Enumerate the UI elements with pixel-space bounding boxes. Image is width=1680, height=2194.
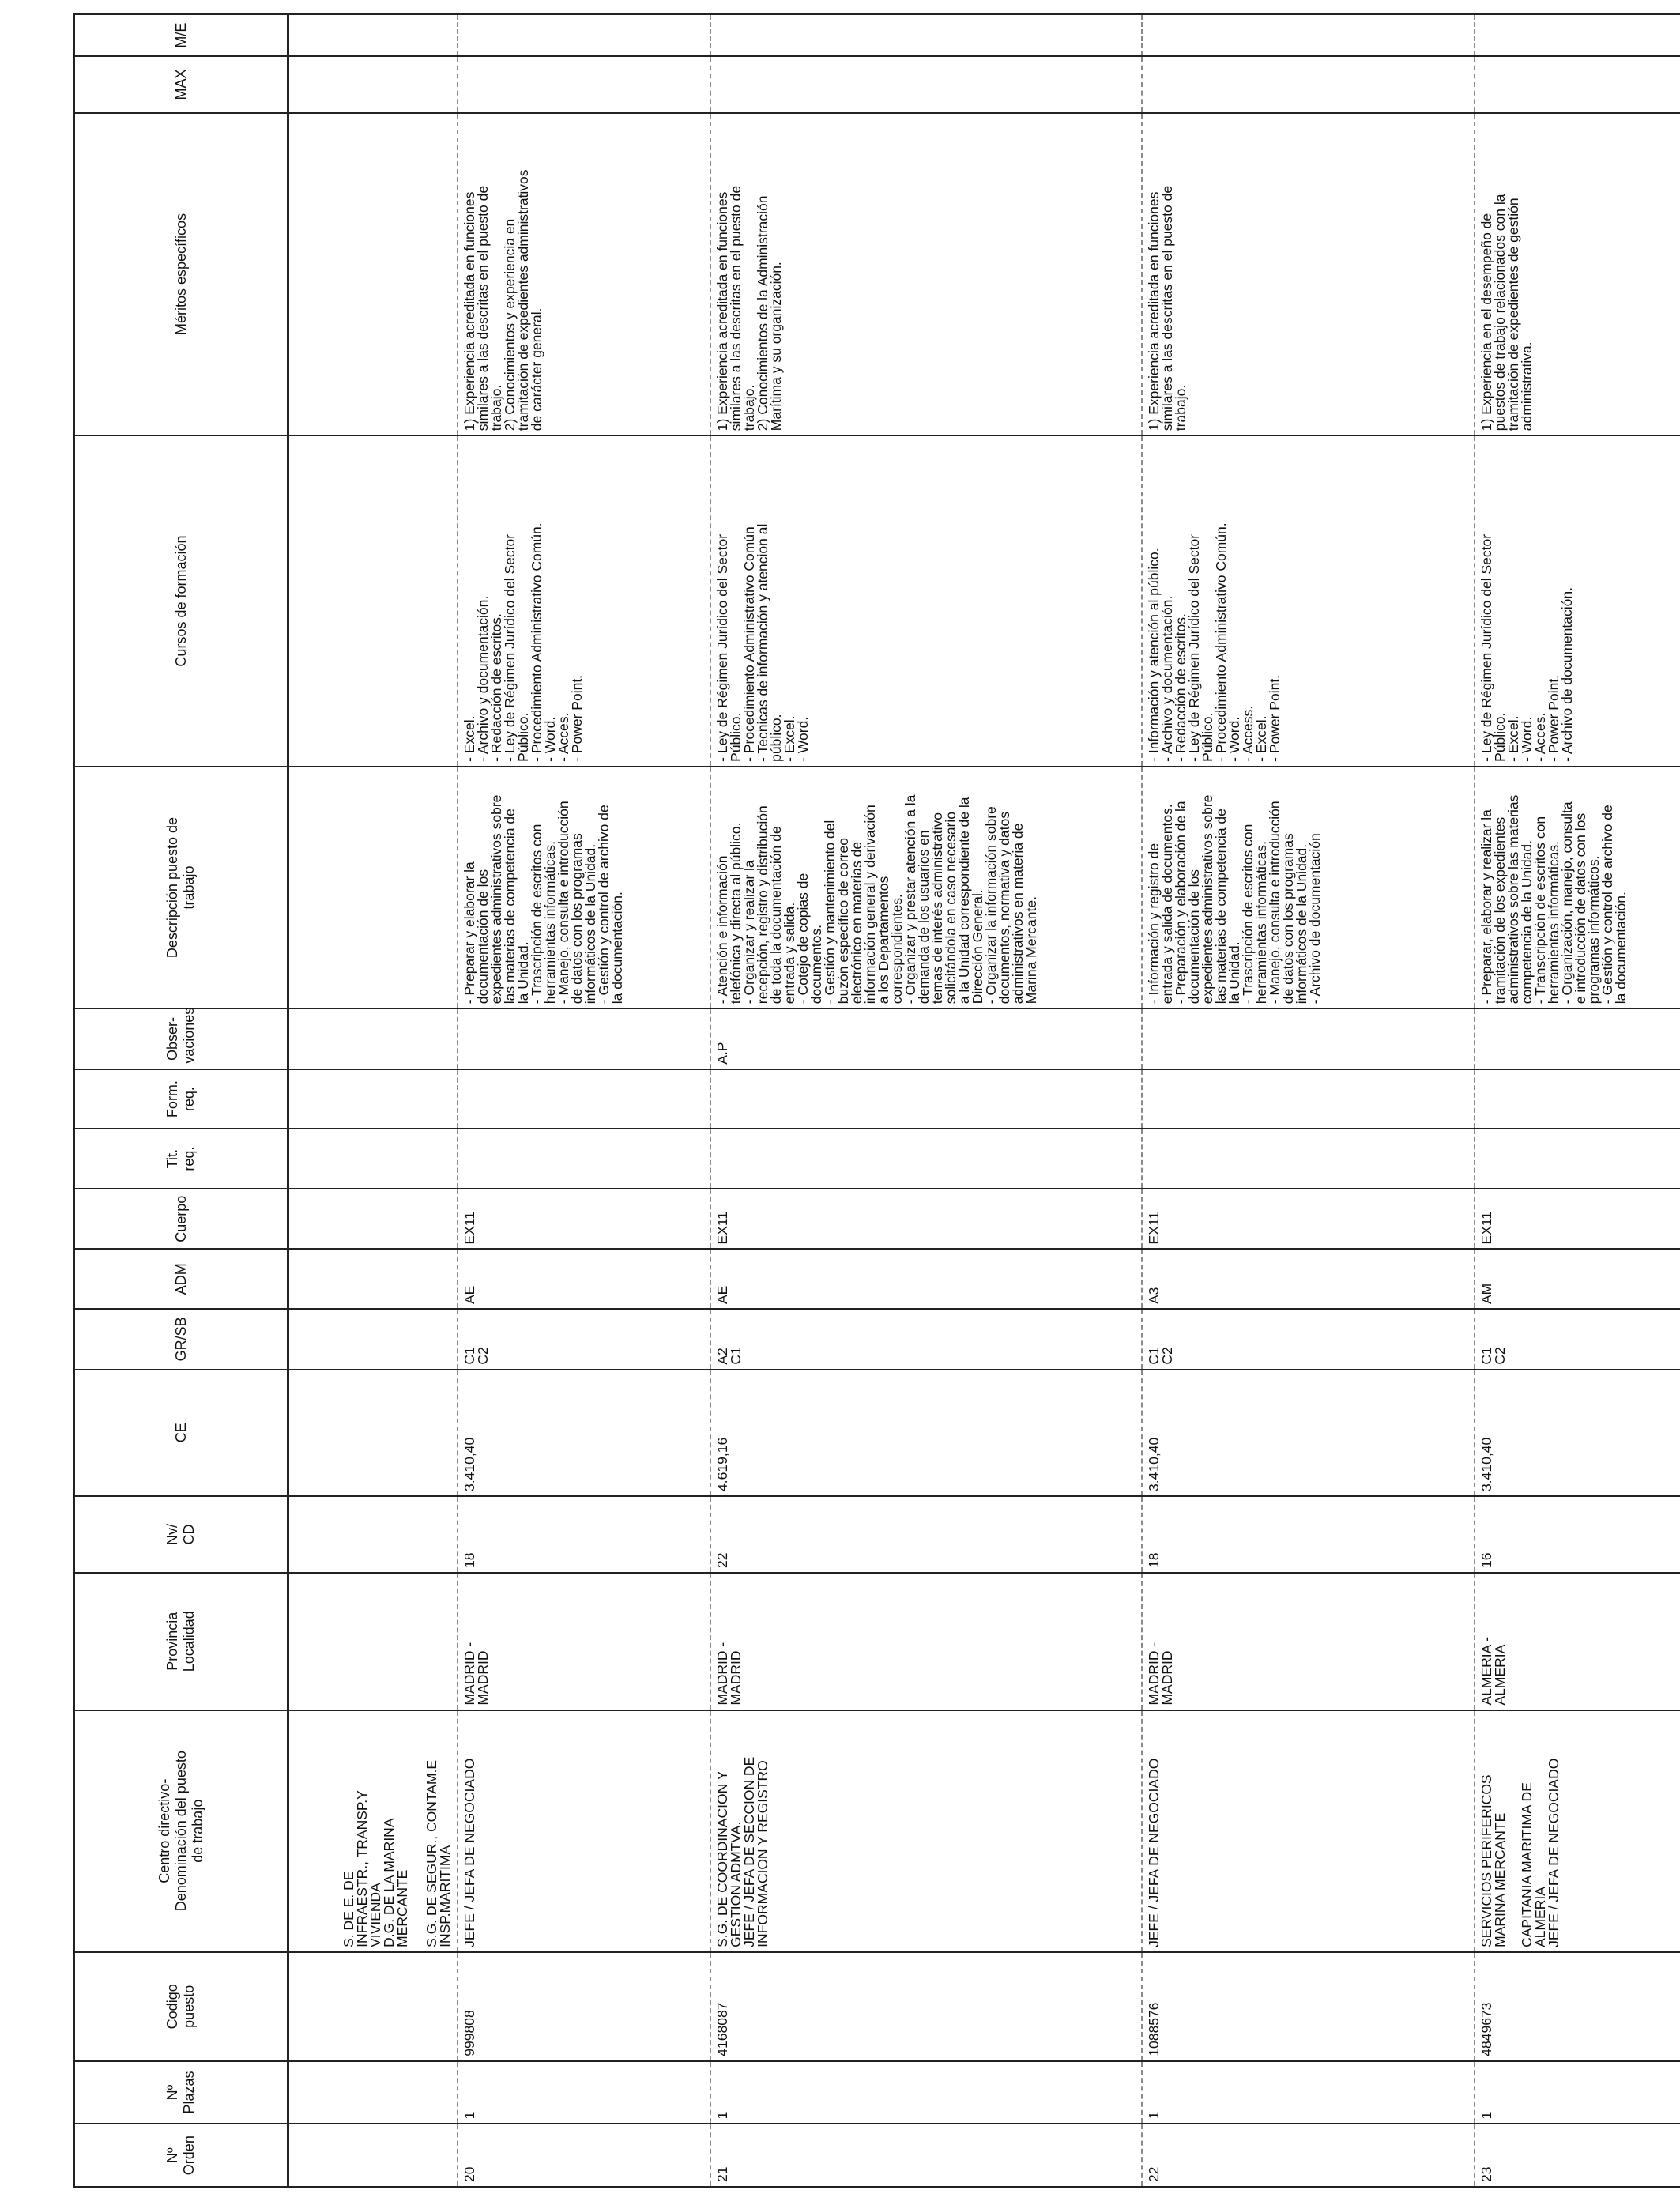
cell-tit bbox=[710, 1129, 1142, 1189]
cell-me bbox=[710, 14, 1142, 56]
header-grsb: GR/SB bbox=[74, 1309, 288, 1370]
cell-meritos: 1) Experiencia en el desempeño de puestos de trabajo relacionados con la tramitación de expedientes de gestión administrativa. bbox=[1475, 113, 1680, 435]
header-obs: Obser- vaciones bbox=[74, 1008, 288, 1069]
cell-desc: - Información y registro de entrada y salida de documentos. - Preparación y elaboración de la documentación de los expedientes administrativos sobre las materias de competencia de la Unidad. - Trascripción de escritos con herramientas informáticas. - Manejo, consulta e introducción de datos con los programas informáticos de la Unidad. - Archivo de documentación bbox=[1142, 767, 1475, 1008]
header-orden: Nº Orden bbox=[74, 2124, 288, 2187]
peripheral-services-name: SERVICIOS PERIFERICOS MARINA MERCANTE CAPITANIA MARITIMA DE ALMERIA bbox=[1478, 1774, 1548, 1947]
cell-tit bbox=[1142, 1129, 1475, 1189]
header-form: Form. req. bbox=[74, 1069, 288, 1129]
cell-cuerpo: EX11 bbox=[710, 1189, 1142, 1250]
cell-cursos: - Información y atención al público. - Archivo y documentación. - Redacción de escritos. - Ley de Régimen Jurídico del Sector Público. - Procedimiento Administrativo Común. - Word. - Access. - Excel. - Power Point. bbox=[1142, 435, 1475, 767]
cell-codigo: 1088576 bbox=[1142, 1952, 1475, 2061]
cell-codigo: 999808 bbox=[458, 1952, 710, 2061]
cell-plazas: 1 bbox=[710, 2061, 1142, 2124]
header-codigo: Codigo puesto bbox=[74, 1952, 288, 2061]
cell-max bbox=[1475, 56, 1680, 112]
cell-form bbox=[1142, 1069, 1475, 1129]
cell-adm: AE bbox=[458, 1249, 710, 1309]
group-denomination bbox=[288, 1710, 458, 1952]
cell-provincia: ALMERIA - ALMERIA bbox=[1475, 1573, 1680, 1710]
cell-provincia: MADRID - MADRID bbox=[1142, 1573, 1475, 1710]
cell-me bbox=[1142, 14, 1475, 56]
cell-me bbox=[1475, 14, 1680, 56]
cell-obs bbox=[1142, 1008, 1475, 1069]
header-cursos: Cursos de formación bbox=[74, 435, 288, 767]
cell-orden: 23 bbox=[1475, 2124, 1680, 2187]
cell-meritos: 1) Experiencia acreditada en funciones similares a las descritas en el puesto de trabajo. bbox=[1142, 113, 1475, 435]
cell-ce: 3.410,40 bbox=[458, 1370, 710, 1496]
cell-centro bbox=[710, 1710, 1142, 1952]
cell-desc: - Preparar y elaborar la documentación de los expedientes administrativos sobre las materias de competencia de la Unidad. - Trascripción de escritos con herramientas informáticas. - Manejo, consulta e introducción de datos con los programas informáticos de la Unidad. - Gestión y control de archivo de la documentación. bbox=[458, 767, 710, 1008]
cell-ce: 4.619,16 bbox=[710, 1370, 1142, 1496]
cell-form bbox=[1475, 1069, 1680, 1129]
position-title: JEFE / JEFA DE NEGOCIADO bbox=[1146, 1758, 1162, 1947]
cell-me bbox=[458, 14, 710, 56]
positions-table bbox=[73, 13, 1680, 2188]
header-nivel: Nv/ CD bbox=[74, 1496, 288, 1573]
table-row bbox=[1142, 14, 1475, 2187]
cell-centro bbox=[1142, 1710, 1475, 1952]
cell-adm: AM bbox=[1475, 1249, 1680, 1309]
cell-ce: 3.410,40 bbox=[1142, 1370, 1475, 1496]
header-row bbox=[74, 14, 288, 2187]
cell-nivel: 22 bbox=[710, 1496, 1142, 1573]
cell-provincia: MADRID - MADRID bbox=[710, 1573, 1142, 1710]
cell-meritos: 1) Experiencia acreditada en funciones similares a las descritas en el puesto de trabajo. 2) Conocimientos y experiencia en tramitación de expedientes administrativos de carácter general. bbox=[458, 113, 710, 435]
table-row bbox=[1475, 14, 1680, 2187]
cell-provincia: MADRID - MADRID bbox=[458, 1573, 710, 1710]
cell-plazas: 1 bbox=[1142, 2061, 1475, 2124]
cell-max bbox=[1142, 56, 1475, 112]
position-title: JEFE / JEFA DE SECCION DE INFORMACION Y REGISTRO bbox=[741, 1756, 770, 1947]
group-centro-lines: S. DE E. DE INFRAESTR., TRANSP.Y VIVIENDA D.G. DE LA MARINA MERCANTE bbox=[341, 1790, 410, 1947]
cell-grsb: C1 C2 bbox=[1142, 1309, 1475, 1370]
header-me: M/E bbox=[74, 14, 288, 56]
cell-tit bbox=[1475, 1129, 1680, 1189]
header-desc: Descripción puesto de trabajo bbox=[74, 767, 288, 1008]
header-cuerpo: Cuerpo bbox=[74, 1189, 288, 1250]
cell-max bbox=[710, 56, 1142, 112]
header-meritos: Méritos específicos bbox=[74, 113, 288, 435]
cell-cursos: - Ley de Régimen Jurídico del Sector Público. - Procedimiento Administrativo Común - Tecnicas de información y atencion al público. - Excel. - Word. bbox=[710, 435, 1142, 767]
cell-orden: 20 bbox=[458, 2124, 710, 2187]
cell-desc: - Atención e información telefónica y directa al público. - Organizar y realizar la recepción, registro y distribución de toda la documentación de entrada y salida. - Cotejo de copias de documentos. - Gestión y mantenimiento del buzón específico de correo electrónico en materias de información general y derivación a los Departamentos correspondientes. - Organizar y prestar atención a la demanda de los usuarios en temas de interés administrativo solicitándola en caso necesario a la Unidad correspondiente de la Dirección General. - Organizar la información sobre documentos, normativa y datos administrativos en materia de Marina Mercante. bbox=[710, 767, 1142, 1008]
header-centro: Centro directivo- Denominación del puesto de trabajo bbox=[74, 1710, 288, 1952]
header-max: MAX bbox=[74, 56, 288, 112]
cell-adm: AE bbox=[710, 1249, 1142, 1309]
cell-obs: A.P bbox=[710, 1008, 1142, 1069]
header-adm: ADM bbox=[74, 1249, 288, 1309]
cell-centro bbox=[1475, 1710, 1680, 1952]
cell-max bbox=[458, 56, 710, 112]
cell-form bbox=[458, 1069, 710, 1129]
cell-obs bbox=[458, 1008, 710, 1069]
cell-cuerpo: EX11 bbox=[1142, 1189, 1475, 1250]
header-tit: Tit. req. bbox=[74, 1129, 288, 1189]
cell-grsb: A2 C1 bbox=[710, 1309, 1142, 1370]
header-ce: CE bbox=[74, 1370, 288, 1496]
cell-ce: 3.410,40 bbox=[1475, 1370, 1680, 1496]
cell-centro bbox=[458, 1710, 710, 1952]
header-provincia: Provincia Localidad bbox=[74, 1573, 288, 1710]
group-subdirectorate: S.G. DE SEGUR., CONTAM.E INSP.MARITIMA bbox=[424, 1759, 453, 1947]
position-title: JEFE / JEFA DE NEGOCIADO bbox=[461, 1758, 477, 1947]
table-row bbox=[710, 14, 1142, 2187]
cell-grsb: C1 C2 bbox=[458, 1309, 710, 1370]
cell-orden: 21 bbox=[710, 2124, 1142, 2187]
cell-nivel: 16 bbox=[1475, 1496, 1680, 1573]
subdirectorate-name: S.G. DE COORDINACION Y GESTION ADMTVA. bbox=[714, 1770, 744, 1947]
cell-adm: A3 bbox=[1142, 1249, 1475, 1309]
table-row bbox=[458, 14, 710, 2187]
cell-desc: - Preparar, elaborar y realizar la tramitación de los expedientes administrativos sobre las materias competencia de la Unidad. - Transcripción de escritos con herramientas informáticas. - Organización, manejo, consulta e introducción de datos con los programas informáticos. - Gestión y control de archivo de la documentación. bbox=[1475, 767, 1680, 1008]
cell-cuerpo: EX11 bbox=[1475, 1189, 1680, 1250]
cell-cuerpo: EX11 bbox=[458, 1189, 710, 1250]
cell-codigo: 4849673 bbox=[1475, 1952, 1680, 2061]
cell-cursos: - Ley de Régimen Jurídico del Sector Público. - Excel. - Word. - Acces. - Power Point. - Archivo de documentación. bbox=[1475, 435, 1680, 767]
cell-meritos: 1) Experiencia acreditada en funciones similares a las descritas en el puesto de trabajo. 2) Conocimientos de la Administración Marítima y su organización. bbox=[710, 113, 1142, 435]
cell-nivel: 18 bbox=[458, 1496, 710, 1573]
cell-tit bbox=[458, 1129, 710, 1189]
cell-plazas: 1 bbox=[1475, 2061, 1680, 2124]
cell-obs bbox=[1475, 1008, 1680, 1069]
cell-nivel: 18 bbox=[1142, 1496, 1475, 1573]
position-title: JEFE / JEFA DE NEGOCIADO bbox=[1546, 1758, 1561, 1947]
cell-cursos: - Excel. - Archivo y documentación. - Redacción de escritos. - Ley de Régimen Jurídico del Sector Público. - Procedimiento Administrativo Común. - Word. - Acces. - Power Point. bbox=[458, 435, 710, 767]
cell-orden: 22 bbox=[1142, 2124, 1475, 2187]
cell-grsb: C1 C2 bbox=[1475, 1309, 1680, 1370]
cell-codigo: 4168087 bbox=[710, 1952, 1142, 2061]
group-row bbox=[288, 14, 458, 2187]
cell-plazas: 1 bbox=[458, 2061, 710, 2124]
cell-form bbox=[710, 1069, 1142, 1129]
header-plazas: Nº Plazas bbox=[74, 2061, 288, 2124]
